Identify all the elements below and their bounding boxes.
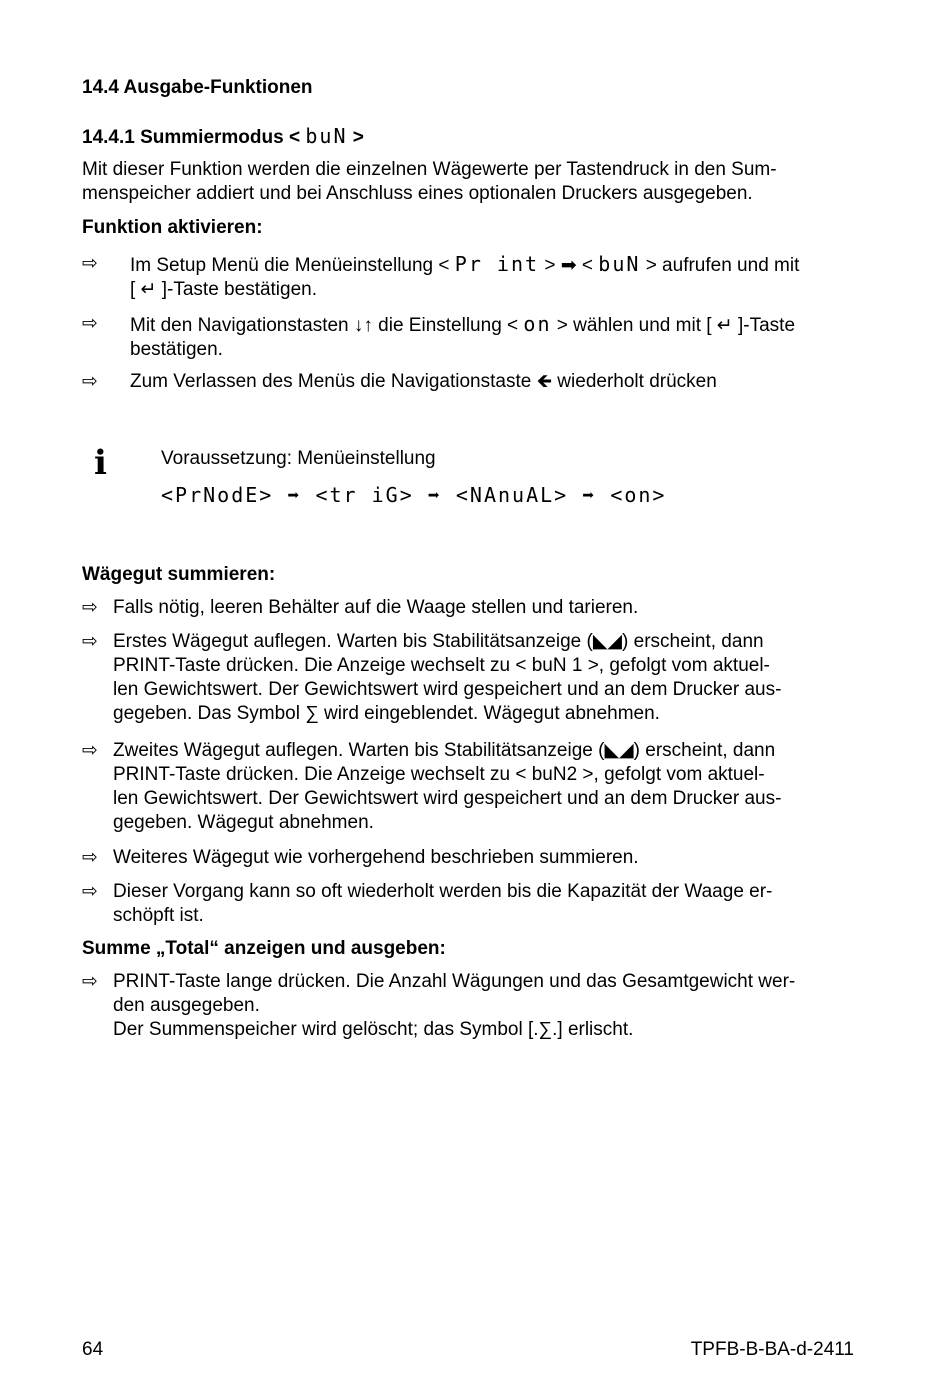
sum-step-3-line-2: PRINT-Taste drücken. Die Anzeige wechselt zu < buN2 >, gefolgt vom aktuel- bbox=[113, 764, 765, 785]
activate-step-1 bbox=[82, 252, 862, 300]
sum-heading: Wägegut summieren: bbox=[82, 564, 276, 585]
sum-step-5-line-1: Dieser Vorgang kann so oft wiederholt werden bis die Kapazität der Waage er- bbox=[113, 881, 773, 902]
activate-step-2-line2: bestätigen. bbox=[130, 339, 223, 360]
sum-step-2-line-3: len Gewichtswert. Der Gewichtswert wird gespeichert und an dem Drucker aus- bbox=[113, 679, 782, 700]
sum-step-3-text bbox=[113, 739, 858, 835]
activate-heading: Funktion aktivieren: bbox=[82, 217, 263, 238]
subsection-title-close: > bbox=[352, 127, 364, 148]
sum-step-5-line-2: schöpft ist. bbox=[113, 905, 204, 926]
subsection-title bbox=[82, 124, 364, 150]
sum-step-1-line-1: Falls nötig, leeren Behälter auf die Waage stellen und tarieren. bbox=[113, 597, 639, 618]
document-id: TPFB-B-BA-d-2411 bbox=[690, 1339, 854, 1360]
sum-step-3-line-1: Zweites Wägegut auflegen. Warten bis Stabilitätsanzeige (◣◢) erscheint, dann bbox=[113, 740, 776, 761]
display-code-sum: buN bbox=[598, 252, 641, 276]
activate-step-1-post: > aufrufen und mit bbox=[645, 255, 800, 276]
activate-step-2-pre: Mit den Navigationstasten ↓↑ die Einstellung < bbox=[130, 315, 519, 336]
sum-step-3-line-4: gegeben. Wägegut abnehmen. bbox=[113, 812, 374, 833]
activate-step-1-mid: > ➡ < bbox=[544, 255, 593, 276]
activate-step-2 bbox=[82, 312, 862, 360]
sum-step-2-line-1: Erstes Wägegut auflegen. Warten bis Stabilitätsanzeige (◣◢) erscheint, dann bbox=[113, 631, 764, 652]
total-step-1-text bbox=[113, 970, 858, 1042]
info-icon: i bbox=[94, 443, 107, 483]
activate-step-1-pre: Im Setup Menü die Menüeinstellung < bbox=[130, 255, 450, 276]
display-code-on: on bbox=[523, 312, 552, 336]
sum-step-5 bbox=[82, 880, 862, 928]
bullet-arrow-icon: ⇨ bbox=[82, 740, 98, 761]
bullet-arrow-icon: ⇨ bbox=[82, 597, 98, 618]
activate-step-2-post: > wählen und mit [ ↵ ]-Taste bbox=[556, 315, 796, 336]
page-number: 64 bbox=[82, 1339, 104, 1360]
bullet-arrow-icon: ⇨ bbox=[82, 631, 98, 652]
activate-step-2-text bbox=[130, 312, 860, 362]
bullet-arrow-icon: ⇨ bbox=[82, 313, 98, 334]
intro-line-2: menspeicher addiert und bei Anschluss eines optionalen Druckers ausgegeben. bbox=[82, 183, 753, 204]
bullet-arrow-icon: ⇨ bbox=[82, 253, 98, 274]
sum-step-3-line-3: len Gewichtswert. Der Gewichtswert wird gespeichert und an dem Drucker aus- bbox=[113, 788, 782, 809]
sum-step-4 bbox=[82, 846, 862, 870]
activate-step-1-line2: [ ↵ ]-Taste bestätigen. bbox=[130, 279, 318, 300]
sum-step-4-line-1: Weiteres Wägegut wie vorhergehend beschrieben summieren. bbox=[113, 847, 639, 868]
total-step-1-line-3: Der Summenspeicher wird gelöscht; das Symbol [.∑.] erlischt. bbox=[113, 1019, 634, 1040]
section-title: 14.4 Ausgabe-Funktionen bbox=[82, 77, 313, 98]
info-label: Voraussetzung: Menüeinstellung bbox=[161, 448, 436, 469]
bullet-arrow-icon: ⇨ bbox=[82, 971, 98, 992]
sum-step-2 bbox=[82, 630, 862, 726]
subsection-display-code: buN bbox=[305, 124, 348, 148]
sum-step-2-line-4: gegeben. Das Symbol ∑ wird eingeblendet. Wägegut abnehmen. bbox=[113, 703, 660, 724]
bullet-arrow-icon: ⇨ bbox=[82, 881, 98, 902]
sum-step-2-line-2: PRINT-Taste drücken. Die Anzeige wechselt zu < buN 1 >, gefolgt vom aktuel- bbox=[113, 655, 770, 676]
info-sequence: <PrNodE> ➡ <tr iG> ➡ <NAnuAL> ➡ <on> bbox=[161, 483, 667, 507]
bullet-arrow-icon: ⇨ bbox=[82, 847, 98, 868]
total-step-1-line-2: den ausgegeben. bbox=[113, 995, 260, 1016]
activate-step-3 bbox=[82, 370, 862, 394]
display-code-print: Pr int bbox=[454, 252, 540, 276]
sum-step-4-text bbox=[113, 846, 858, 870]
subsection-title-text: 14.4.1 Summiermodus < bbox=[82, 127, 301, 148]
intro-line-1: Mit dieser Funktion werden die einzelnen Wägewerte per Tastendruck in den Sum- bbox=[82, 159, 777, 180]
sum-step-2-text bbox=[113, 630, 858, 726]
sum-step-1 bbox=[82, 596, 862, 620]
sum-step-5-text bbox=[113, 880, 858, 928]
activate-step-1-text bbox=[130, 252, 860, 302]
activate-step-3-text: Zum Verlassen des Menüs die Navigationstaste 🡸 wiederholt drücken bbox=[130, 371, 717, 392]
sum-step-1-text bbox=[113, 596, 858, 620]
total-heading: Summe „Total“ anzeigen und ausgeben: bbox=[82, 938, 446, 959]
bullet-arrow-icon: ⇨ bbox=[82, 371, 98, 392]
total-step-1-line-1: PRINT-Taste lange drücken. Die Anzahl Wägungen und das Gesamtgewicht wer- bbox=[113, 971, 796, 992]
total-step-1 bbox=[82, 970, 862, 1042]
sum-step-3 bbox=[82, 739, 862, 835]
